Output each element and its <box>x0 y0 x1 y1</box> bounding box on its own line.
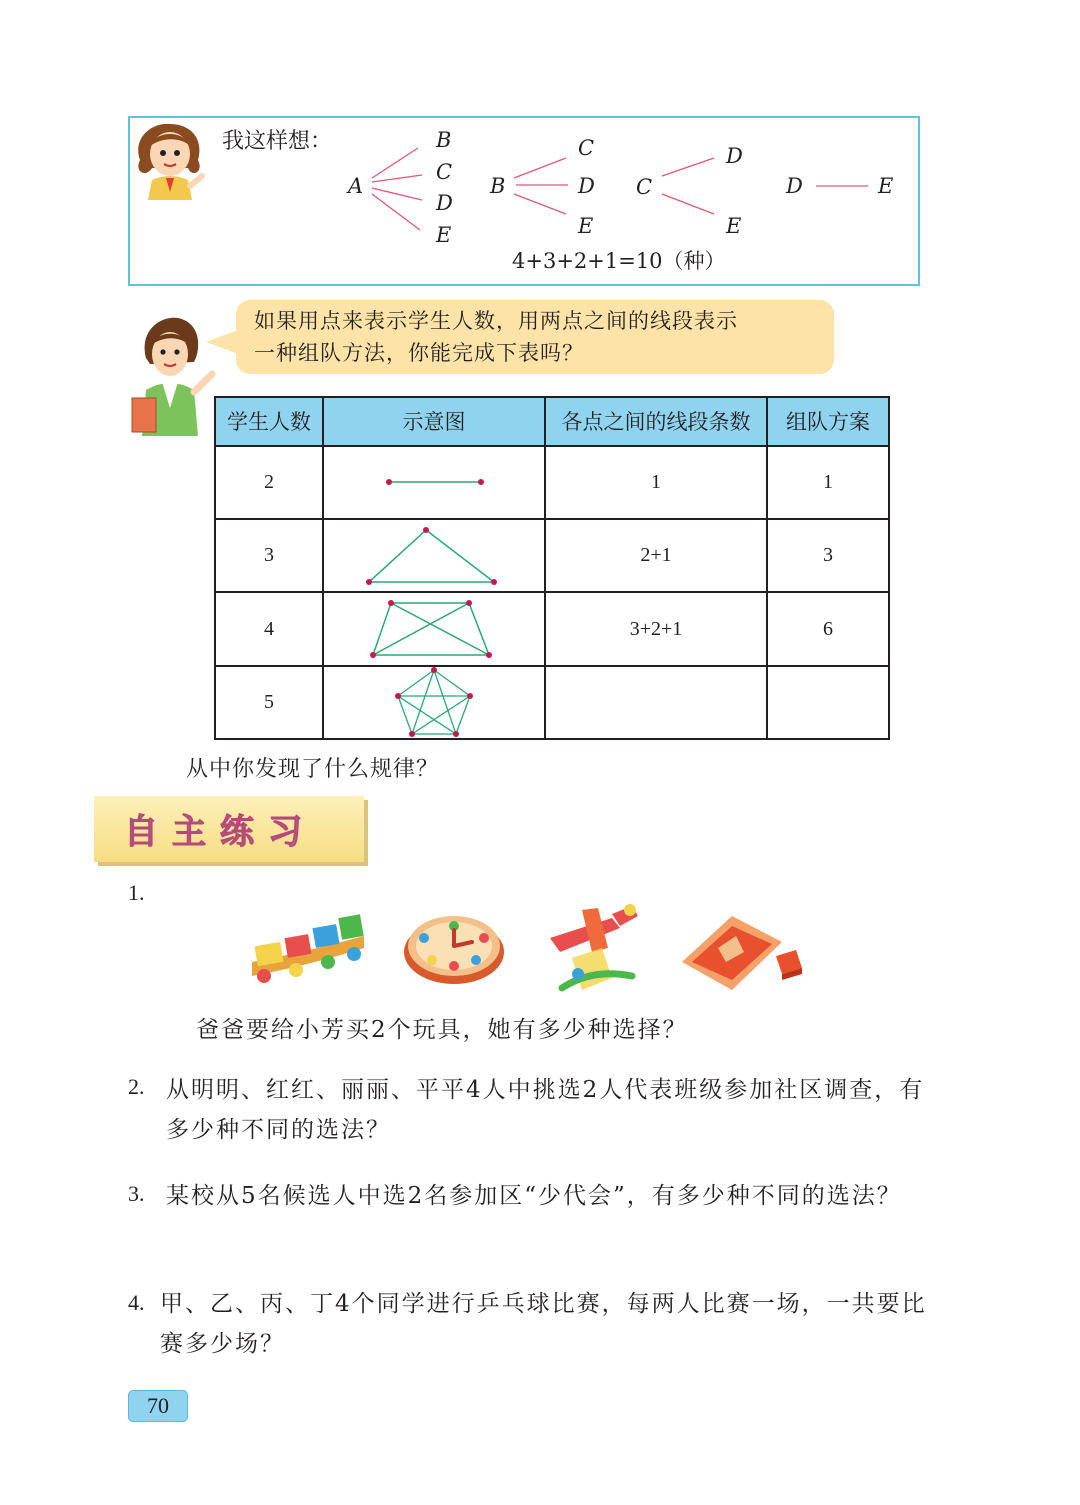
cell-students: 2 <box>215 446 323 519</box>
speech-bubble-line-1: 如果用点来表示学生人数，用两点之间的线段表示 <box>254 309 738 333</box>
cell-diagram <box>323 592 545 665</box>
header-students: 学生人数 <box>215 397 323 446</box>
cell-plans: 3 <box>767 519 889 592</box>
table-row <box>215 446 889 519</box>
exercise-2-number: 2. <box>128 1074 145 1099</box>
exercise-4-text: 甲、乙、丙、丁4个同学进行乒乓球比赛，每两人比赛一场，一共要比赛多少场？ <box>160 1291 927 1357</box>
cell-students: 5 <box>215 666 323 739</box>
team-combination-table <box>214 396 890 740</box>
cell-plans: 6 <box>767 592 889 665</box>
tree-node-c: C <box>636 175 653 199</box>
header-segments: 各点之间的线段条数 <box>545 397 767 446</box>
exercise-3-text: 某校从5名候选人中选2名参加区“少代会”，有多少种不同的选法？ <box>166 1183 902 1209</box>
toy-airplane-icon <box>542 898 650 1000</box>
speech-bubble-line-2: 一种组队方法，你能完成下表吗？ <box>254 341 584 365</box>
combination-tree-diagram <box>340 120 910 280</box>
page-number: 70 <box>128 1390 188 1422</box>
thinking-label: 我这样想： <box>222 129 333 154</box>
tree-node-c-d: D <box>726 144 743 168</box>
four-point-diagram <box>369 597 499 661</box>
tree-node-b-d: D <box>578 174 595 198</box>
speech-bubble <box>236 300 834 374</box>
exercise-1-text: 爸爸要给小芳买2个玩具，她有多少种选择？ <box>196 1017 688 1043</box>
tree-node-a: A <box>348 174 364 198</box>
table-header-row <box>215 397 889 446</box>
tree-node-c-e: E <box>726 214 742 238</box>
cell-students: 4 <box>215 592 323 665</box>
cell-segments: 3+2+1 <box>545 592 767 665</box>
table-row <box>215 519 889 592</box>
cell-plans: 1 <box>767 446 889 519</box>
exercise-2-text: 从明明、红红、丽丽、平平4人中挑选2人代表班级参加社区调查，有多少种不同的选法？ <box>166 1077 925 1143</box>
cell-segments-blank <box>545 666 767 739</box>
cell-students: 3 <box>215 519 323 592</box>
tree-node-a-c: C <box>436 160 453 184</box>
practice-banner: 自主练习 <box>94 796 364 862</box>
tree-node-a-e: E <box>436 223 452 247</box>
tree-node-d-e: E <box>878 174 894 198</box>
tree-node-a-d: D <box>436 191 453 215</box>
cell-diagram <box>323 666 545 739</box>
pattern-question: 从中你发现了什么规律？ <box>186 757 440 782</box>
table-row <box>215 666 889 739</box>
exercise-1-number: 1. <box>128 880 145 905</box>
tree-node-b-e: E <box>578 214 594 238</box>
cell-diagram <box>323 446 545 519</box>
tree-node-b-c: C <box>578 136 595 160</box>
speech-bubble-tail <box>206 330 238 354</box>
tree-node-a-b: B <box>436 128 452 152</box>
toy-train-icon <box>246 904 368 988</box>
header-plans: 组队方案 <box>767 397 889 446</box>
cell-plans-blank <box>767 666 889 739</box>
tree-node-d: D <box>786 174 803 198</box>
table-row <box>215 592 889 665</box>
cell-segments: 2+1 <box>545 519 767 592</box>
cell-diagram <box>323 519 545 592</box>
three-point-diagram <box>364 524 504 588</box>
tree-node-b: B <box>490 174 506 198</box>
exercise-4-number: 4. <box>128 1290 145 1315</box>
five-point-diagram <box>389 667 479 737</box>
cell-segments: 1 <box>545 446 767 519</box>
toy-clock-icon <box>402 906 506 986</box>
toy-puzzle-icon <box>678 912 806 994</box>
two-point-diagram <box>374 462 494 502</box>
exercise-3-number: 3. <box>128 1181 145 1206</box>
header-diagram: 示意图 <box>323 397 545 446</box>
combination-sum: 4+3+2+1=10（种） <box>512 249 726 273</box>
